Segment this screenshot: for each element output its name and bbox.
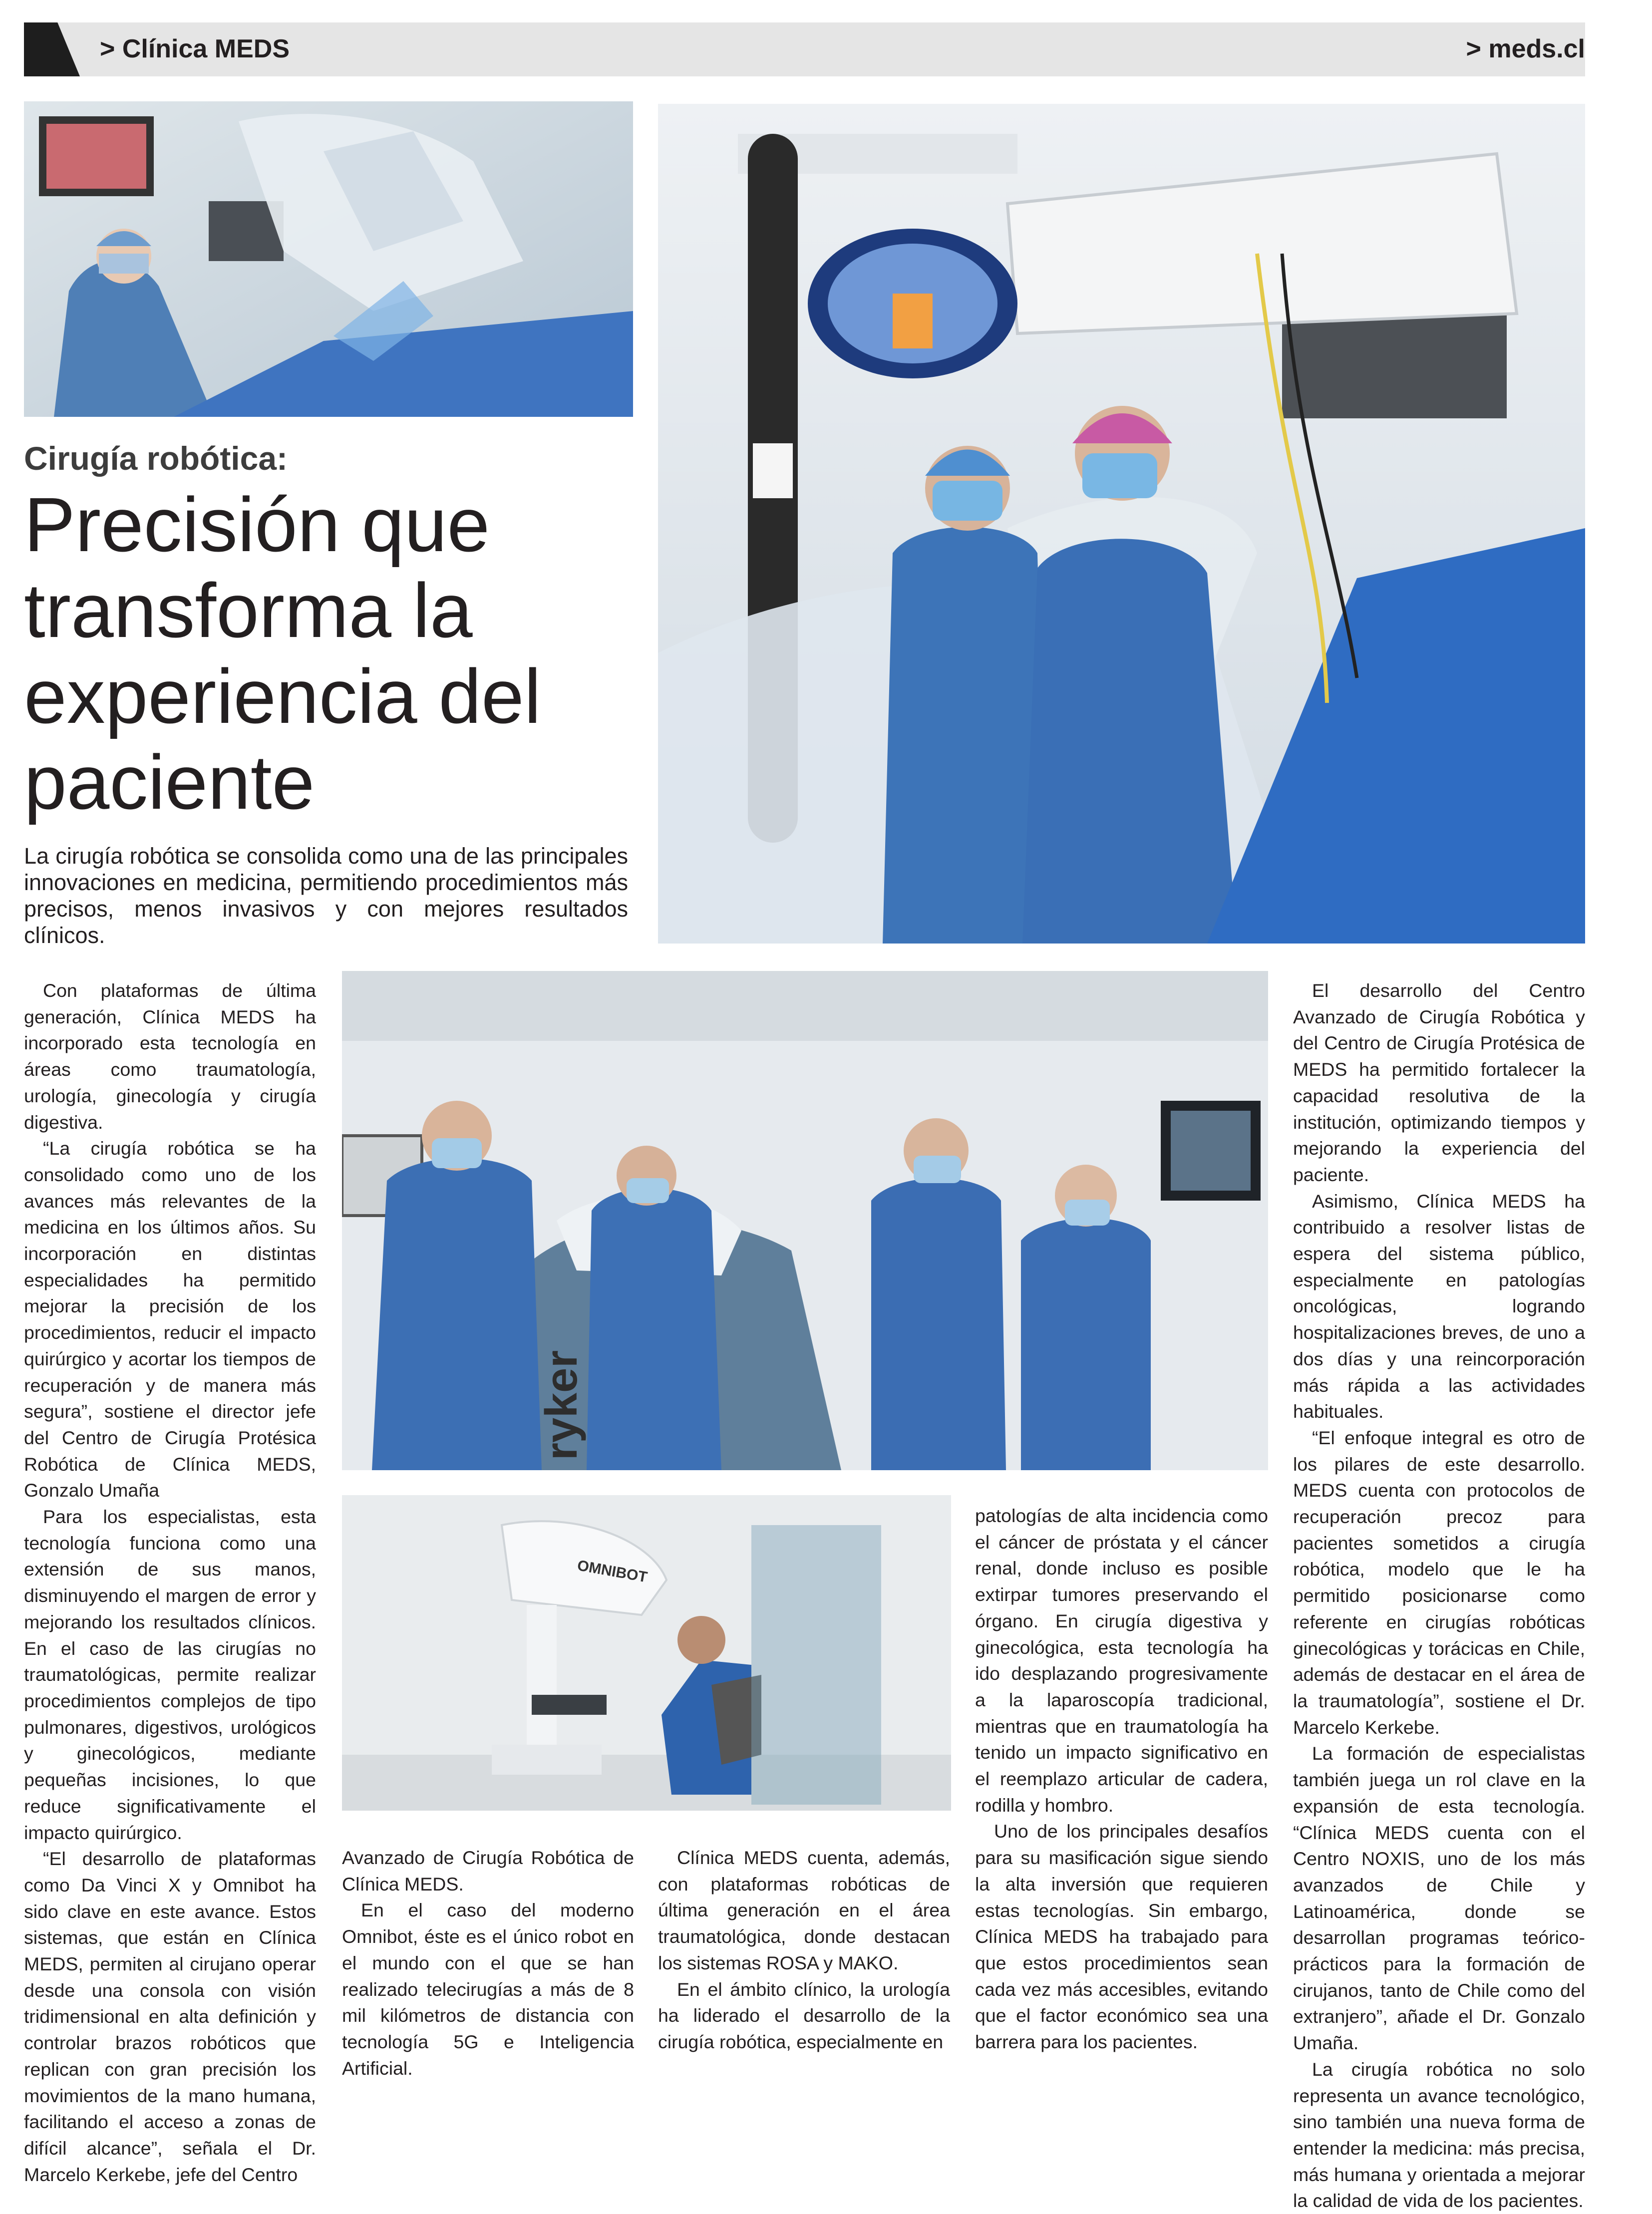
paragraph: Clínica MEDS cuenta, además, con plataformas robóticas de última generación en el área traumatológica, donde destacan los sistemas ROSA y MAKO. (658, 1847, 950, 1973)
paragraph: Para los especialistas, esta tecnología funciona como una extensión de sus manos, disminuyendo el margen de error y mejorando los resultados clínicos. En el caso de las cirugías no traumatológicas, permite realizar procedimientos complejos de tipo pulmonares, digestivos, urológicos y ginecológicos, mediante pequeñas incisiones, lo que reduce significativamente el impacto quirúrgico. (24, 1506, 316, 1843)
surgeon-robot-photo (24, 101, 633, 417)
paragraph: El desarrollo del Centro Avanzado de Cirugía Robótica y del Centro de Cirugía Protésica de MEDS ha permitido fortalecer la capacidad resolutiva de la institución, optimizando tiempos y mejorando la experiencia del paciente. (1293, 980, 1585, 1185)
medical-team-photo (342, 971, 1268, 1470)
paragraph: Con plataformas de última generación, Clínica MEDS ha incorporado esta tecnología en áreas como traumatología, urología, ginecología y cirugía digestiva. (24, 980, 316, 1133)
paragraph: “La cirugía robótica se ha consolidado como uno de los avances más relevantes de la medicina en los últimos años. Su incorporación en distintas especialidades ha permitido mejorar la precisión de los procedimientos, reducir el impacto quirúrgico y acortar los tiempos de recuperación y de manera más segura”, sostiene el director jefe del Centro de Cirugía Protésica Robótica de Clínica MEDS, Gonzalo Umaña (24, 1138, 316, 1501)
paragraph: Asimismo, Clínica MEDS ha contribuido a resolver listas de espera del sistema público, especialmente en patologías oncológicas, logrando hospitalizaciones breves, de uno a dos días y una reincorporación más rápida a las actividades habituales. (1293, 1190, 1585, 1422)
article-title: Precisión que transforma la experiencia del paciente (24, 482, 541, 825)
article-column-4 (975, 1503, 1268, 2055)
stryker-brand-text: ryker (537, 1350, 587, 1460)
paragraph: La formación de especialistas también juega un rol clave en la expansión de esta tecnología. “Clínica MEDS cuenta con el Centro NOXIS, uno de los más avanzados de Chile y Latinoamérica, donde se desarrollan programas teórico-prácticos para la formación de cirujanos, tanto de Chile como del extranjero”, añade el Dr. Gonzalo Umaña. (1293, 1743, 1585, 2054)
paragraph: En el ámbito clínico, la urología ha liderado el desarrollo de la cirugía robótica, especialmente en (658, 1978, 950, 2052)
omnibot-brand-text: OMNIBOT (576, 1557, 649, 1586)
site-label: > meds.cl (1466, 34, 1585, 63)
article-column-1 (24, 977, 316, 2188)
article-kicker: Cirugía robótica: (24, 440, 288, 477)
paragraph: La cirugía robótica no solo representa un avance tecnológico, sino también una nueva forma de entender la medicina: más precisa, más humana y orientada a mejorar la calidad de vida de los pacientes. (1293, 2058, 1585, 2212)
paragraph: patologías de alta incidencia como el cáncer de próstata y el cáncer renal, donde incluso es posible extirpar tumores preservando el órgano. En cirugía digestiva y ginecológica, esta tecnología ha ido desplazando progresivamente a la laparoscopía tradicional, mientras que en traumatología ha tenido un impacto significativo en el reemplazo articular de cadera, rodilla y hombro. (975, 1505, 1268, 1816)
article-column-3 (658, 1845, 950, 2055)
paragraph: “El enfoque integral es otro de los pilares de este desarrollo. MEDS cuenta con protocolos de recuperación precoz para pacientes sometidos a cirugía robótica, modelo que le ha permitido posicionarse como referente en cirugías robóticas ginecológicas y torácicas en Chile, además de destacar en el área de la traumatología”, sostiene el Dr. Marcelo Kerkebe. (1293, 1427, 1585, 1738)
paragraph: “El desarrollo de plataformas como Da Vinci X y Omnibot ha sido clave en este avance. Estos sistemas, que están en Clínica MEDS, permiten al cirujano operar desde una consola con visión tridimensional en alta definición y controlar brazos robóticos que replican con gran precisión los movimientos de la mano humana, facilitando el acceso a zonas de difícil alcance”, señala el Dr. Marcelo Kerkebe, jefe del Centro (24, 1848, 316, 2185)
paragraph: Uno de los principales desafíos para su masificación sigue siendo la alta inversión que requieren estas tecnologías. Sin embargo, Clínica MEDS ha trabajado para que estos procedimientos sean cada vez más accesibles, evitando que el factor económico sea una barrera para los pacientes. (975, 1821, 1268, 2053)
article-column-5 (1293, 977, 1585, 2214)
operating-room-photo (658, 104, 1585, 944)
article-lead: La cirugía robótica se consolida como una de las principales innovaciones en medicina, permitiendo procedimientos más precisos, menos invasivos y con mejores resultados clínicos. (24, 843, 628, 948)
article-column-2 (342, 1845, 634, 2081)
paragraph: Avanzado de Cirugía Robótica de Clínica MEDS. (342, 1847, 634, 1895)
section-label: > Clínica MEDS (100, 34, 290, 63)
omnibot-photo (342, 1495, 951, 1811)
paragraph: En el caso del moderno Omnibot, éste es el único robot en el mundo con el que se han realizado telecirugías a más de 8 mil kilómetros de distancia con tecnología 5G e Inteligencia Artificial. (342, 1899, 634, 2079)
